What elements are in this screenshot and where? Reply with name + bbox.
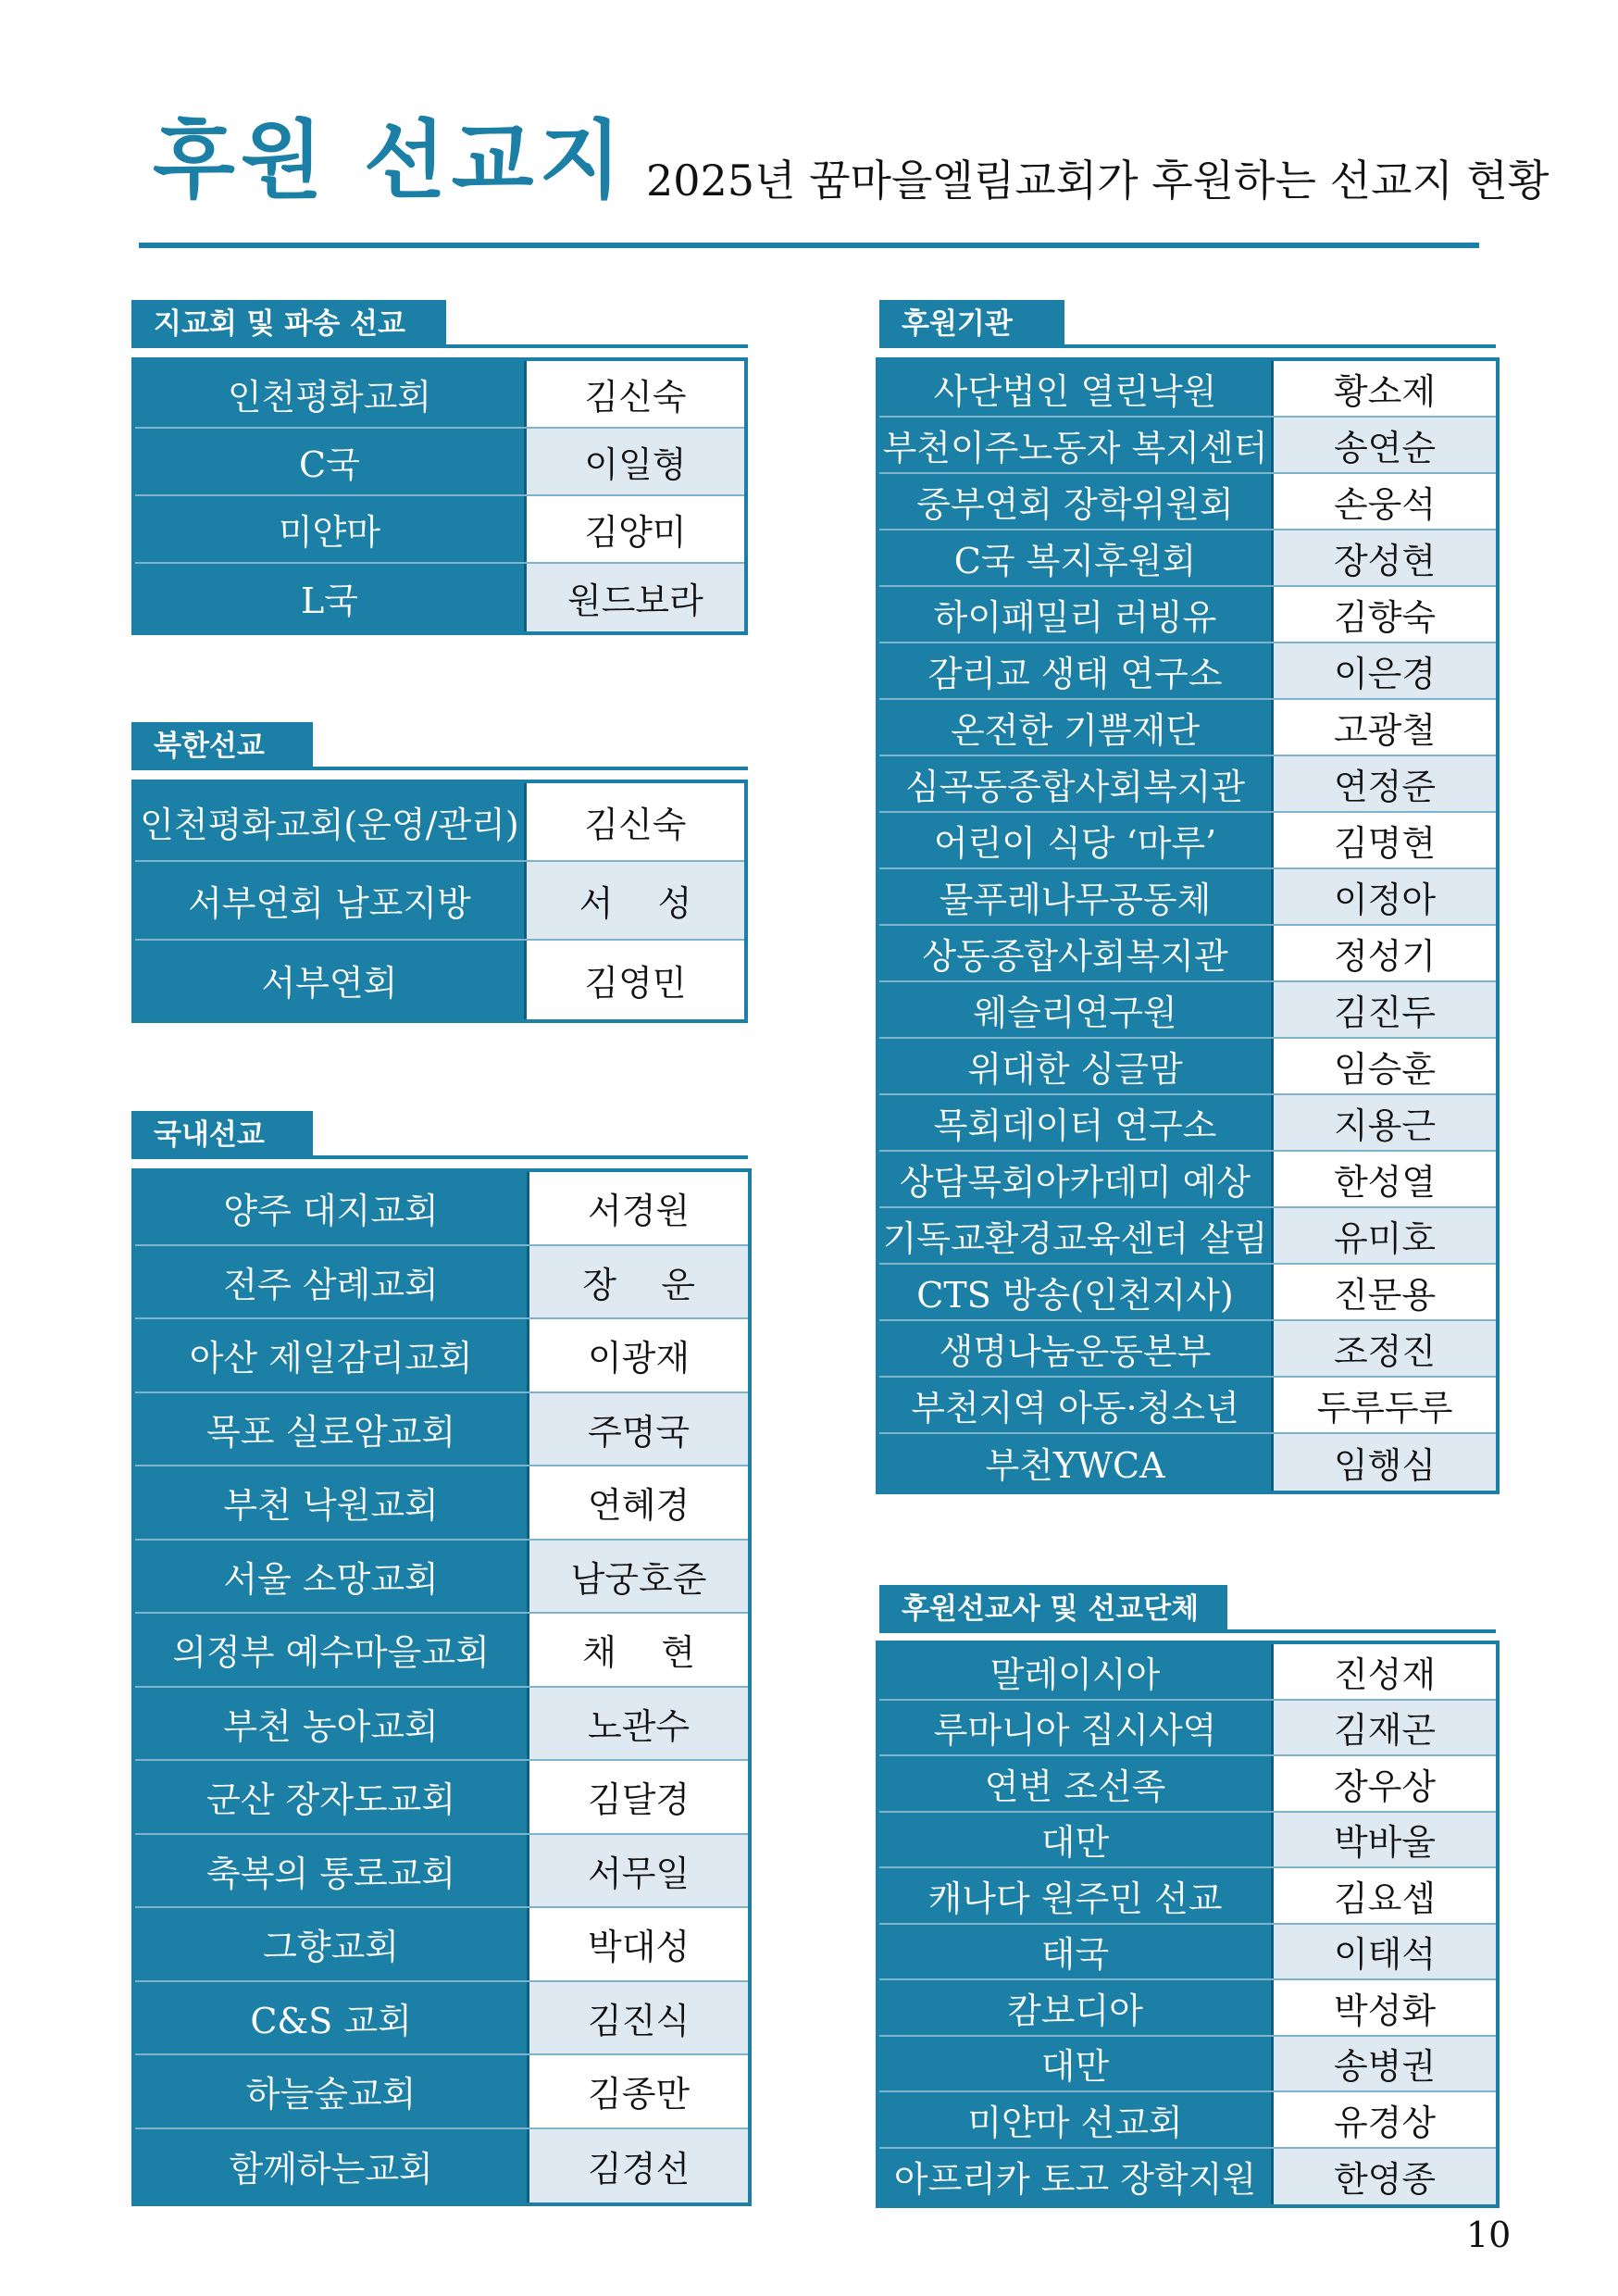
person-cell: 김진두 — [1274, 982, 1496, 1037]
person-cell: 임승훈 — [1274, 1039, 1496, 1093]
table-row — [135, 1982, 748, 2056]
place-cell: 상담목회아카데미 예상 — [879, 1152, 1274, 1206]
place-cell: 아프리카 토고 장학지원 — [879, 2149, 1274, 2205]
table-row — [879, 1321, 1496, 1378]
header-rule — [139, 243, 1479, 248]
person-cell: 김재곤 — [1274, 1701, 1496, 1755]
place-cell: 위대한 싱글맘 — [879, 1039, 1274, 1093]
person-cell: 이태석 — [1274, 1925, 1496, 1979]
section-rule — [879, 1629, 1496, 1633]
table-row — [879, 813, 1496, 869]
person-cell: 김양미 — [527, 496, 744, 562]
place-cell: 부천지역 아동·청소년 — [879, 1378, 1274, 1432]
person-cell: 이광재 — [529, 1319, 748, 1391]
place-cell: L국 — [135, 564, 527, 631]
person-cell: 지용근 — [1274, 1095, 1496, 1150]
place-cell: 미얀마 — [135, 496, 527, 562]
table-row — [135, 2055, 748, 2129]
place-cell: 온전한 기쁨재단 — [879, 700, 1274, 755]
person-cell: 송병권 — [1274, 2037, 1496, 2091]
place-cell: 대만 — [879, 1813, 1274, 1867]
place-cell: 상동종합사회복지관 — [879, 926, 1274, 980]
place-cell: 부천YWCA — [879, 1434, 1274, 1491]
table-row — [879, 2092, 1496, 2149]
table-row — [879, 1095, 1496, 1152]
person-cell: 남궁호준 — [529, 1541, 748, 1613]
table-row — [879, 1265, 1496, 1321]
table-row — [879, 1925, 1496, 1981]
table-row — [879, 1039, 1496, 1095]
table-row — [135, 1614, 748, 1688]
person-cell: 채 현 — [529, 1614, 748, 1686]
person-cell: 이일형 — [527, 429, 744, 494]
table-row — [879, 1208, 1496, 1265]
table-row — [879, 418, 1496, 474]
place-cell: 중부연회 장학위원회 — [879, 474, 1274, 529]
table-row — [879, 474, 1496, 530]
place-cell: 어린이 식당 ‘마루’ — [879, 813, 1274, 867]
person-cell: 박대성 — [529, 1908, 748, 1980]
place-cell: 부천 낙원교회 — [135, 1466, 529, 1539]
section-rule — [131, 344, 748, 348]
place-cell: C국 — [135, 429, 527, 494]
place-cell: 캄보디아 — [879, 1980, 1274, 2035]
table-row — [135, 1319, 748, 1393]
place-cell: 심곡동종합사회복지관 — [879, 756, 1274, 811]
section-label-domestic: 국내선교 — [131, 1111, 313, 1159]
person-cell: 박바울 — [1274, 1813, 1496, 1867]
place-cell: 축복의 통로교회 — [135, 1835, 529, 1907]
table-row — [879, 982, 1496, 1039]
place-cell: 캐나다 원주민 선교 — [879, 1868, 1274, 1923]
table-north-korea — [131, 780, 748, 1023]
table-row — [879, 756, 1496, 813]
table-row — [135, 862, 744, 941]
person-cell: 고광철 — [1274, 700, 1496, 755]
person-cell: 황소제 — [1274, 361, 1496, 416]
table-row — [135, 1761, 748, 1835]
person-cell: 서경원 — [529, 1172, 748, 1244]
table-row — [879, 926, 1496, 982]
person-cell: 이정아 — [1274, 869, 1496, 924]
table-row — [879, 1644, 1496, 1701]
place-cell: 함께하는교회 — [135, 2129, 529, 2203]
place-cell: 대만 — [879, 2037, 1274, 2091]
person-cell: 한성열 — [1274, 1152, 1496, 1206]
person-cell: 손웅석 — [1274, 474, 1496, 529]
table-row — [879, 530, 1496, 587]
place-cell: 인천평화교회(운영/관리) — [135, 783, 527, 860]
person-cell: 박성화 — [1274, 1980, 1496, 2035]
table-row — [879, 1813, 1496, 1869]
table-row — [135, 429, 744, 496]
table-row — [879, 2149, 1496, 2205]
person-cell: 김명현 — [1274, 813, 1496, 867]
table-row — [135, 1466, 748, 1541]
place-cell: 인천평화교회 — [135, 361, 527, 427]
table-row — [135, 1541, 748, 1615]
place-cell: C&S 교회 — [135, 1982, 529, 2054]
place-cell: 전주 삼례교회 — [135, 1246, 529, 1318]
section-label-supported-orgs: 후원기관 — [879, 300, 1064, 348]
table-row — [879, 1980, 1496, 2037]
place-cell: 생명나눔운동본부 — [879, 1321, 1274, 1376]
table-row — [135, 1688, 748, 1762]
person-cell: 김경선 — [529, 2129, 748, 2203]
table-row — [135, 1393, 748, 1467]
place-cell: 사단법인 열린낙원 — [879, 361, 1274, 416]
place-cell: 하이패밀리 러빙유 — [879, 587, 1274, 642]
table-row — [879, 869, 1496, 926]
table-row — [135, 1908, 748, 1982]
person-cell: 진성재 — [1274, 1644, 1496, 1699]
section-label-north-korea: 북한선교 — [131, 722, 313, 770]
place-cell: 서부연회 남포지방 — [135, 862, 527, 939]
section-rule — [131, 1155, 748, 1159]
place-cell: 루마니아 집시사역 — [879, 1701, 1274, 1755]
table-supported-orgs — [876, 357, 1500, 1494]
person-cell: 서 성 — [527, 862, 744, 939]
table-row — [879, 2037, 1496, 2093]
person-cell: 김신숙 — [527, 783, 744, 860]
table-row — [879, 1756, 1496, 1813]
place-cell: 부천 농아교회 — [135, 1688, 529, 1760]
person-cell: 연정준 — [1274, 756, 1496, 811]
person-cell: 김요셉 — [1274, 1868, 1496, 1923]
person-cell: 김달경 — [529, 1761, 748, 1833]
person-cell: 조정진 — [1274, 1321, 1496, 1376]
place-cell: 아산 제일감리교회 — [135, 1319, 529, 1391]
place-cell: 목포 실로암교회 — [135, 1393, 529, 1466]
place-cell: 감리교 생태 연구소 — [879, 643, 1274, 698]
person-cell: 정성기 — [1274, 926, 1496, 980]
table-row — [135, 361, 744, 429]
table-row — [879, 700, 1496, 756]
place-cell: 물푸레나무공동체 — [879, 869, 1274, 924]
table-row — [135, 783, 744, 862]
table-branch-churches — [131, 357, 748, 635]
table-row — [135, 2129, 748, 2203]
table-row — [879, 1152, 1496, 1208]
place-cell: 미얀마 선교회 — [879, 2092, 1274, 2147]
place-cell: 목회데이터 연구소 — [879, 1095, 1274, 1150]
person-cell: 장성현 — [1274, 530, 1496, 585]
table-row — [879, 587, 1496, 643]
place-cell: 웨슬리연구원 — [879, 982, 1274, 1037]
table-row — [135, 496, 744, 564]
table-row — [135, 1172, 748, 1246]
person-cell: 김종만 — [529, 2055, 748, 2128]
section-rule — [879, 344, 1496, 348]
table-row — [879, 1378, 1496, 1434]
person-cell: 주명국 — [529, 1393, 748, 1466]
page-title: 후원 선교지 — [153, 111, 628, 210]
person-cell: 노관수 — [529, 1688, 748, 1760]
person-cell: 원드보라 — [527, 564, 744, 631]
place-cell: 그향교회 — [135, 1908, 529, 1980]
section-rule — [131, 767, 748, 770]
place-cell: 군산 장자도교회 — [135, 1761, 529, 1833]
person-cell: 연혜경 — [529, 1466, 748, 1539]
place-cell: 기독교환경교육센터 살림 — [879, 1208, 1274, 1263]
person-cell: 송연순 — [1274, 418, 1496, 472]
person-cell: 두루두루 — [1274, 1378, 1496, 1432]
table-row — [879, 361, 1496, 418]
person-cell: 유미호 — [1274, 1208, 1496, 1263]
person-cell: 김향숙 — [1274, 587, 1496, 642]
place-cell: 서부연회 — [135, 941, 527, 1019]
place-cell: 부천이주노동자 복지센터 — [879, 418, 1274, 472]
table-row — [135, 941, 744, 1019]
place-cell: 하늘숲교회 — [135, 2055, 529, 2128]
place-cell: 말레이시아 — [879, 1644, 1274, 1699]
table-row — [135, 1246, 748, 1320]
place-cell: 의정부 예수마을교회 — [135, 1614, 529, 1686]
place-cell: 서울 소망교회 — [135, 1541, 529, 1613]
person-cell: 이은경 — [1274, 643, 1496, 698]
place-cell: 양주 대지교회 — [135, 1172, 529, 1244]
place-cell: C국 복지후원회 — [879, 530, 1274, 585]
person-cell: 김영민 — [527, 941, 744, 1019]
person-cell: 장 운 — [529, 1246, 748, 1318]
place-cell: 태국 — [879, 1925, 1274, 1979]
table-missionaries — [876, 1641, 1500, 2208]
page-subtitle: 2025년 꿈마을엘림교회가 후원하는 선교지 현황 — [646, 156, 1550, 206]
place-cell: CTS 방송(인천지사) — [879, 1265, 1274, 1319]
person-cell: 김신숙 — [527, 361, 744, 427]
person-cell: 한영종 — [1274, 2149, 1496, 2205]
table-row — [879, 643, 1496, 700]
table-row — [879, 1701, 1496, 1757]
person-cell: 유경상 — [1274, 2092, 1496, 2147]
person-cell: 장우상 — [1274, 1756, 1496, 1811]
table-domestic — [131, 1168, 752, 2206]
table-row — [135, 564, 744, 631]
person-cell: 임행심 — [1274, 1434, 1496, 1491]
section-label-branch-churches: 지교회 및 파송 선교 — [131, 300, 446, 348]
person-cell: 서무일 — [529, 1835, 748, 1907]
place-cell: 연변 조선족 — [879, 1756, 1274, 1811]
table-row — [879, 1434, 1496, 1491]
page-number: 10 — [1466, 2215, 1512, 2255]
table-row — [135, 1835, 748, 1909]
section-label-missionaries: 후원선교사 및 선교단체 — [879, 1585, 1227, 1633]
person-cell: 진문용 — [1274, 1265, 1496, 1319]
person-cell: 김진식 — [529, 1982, 748, 2054]
table-row — [879, 1868, 1496, 1925]
